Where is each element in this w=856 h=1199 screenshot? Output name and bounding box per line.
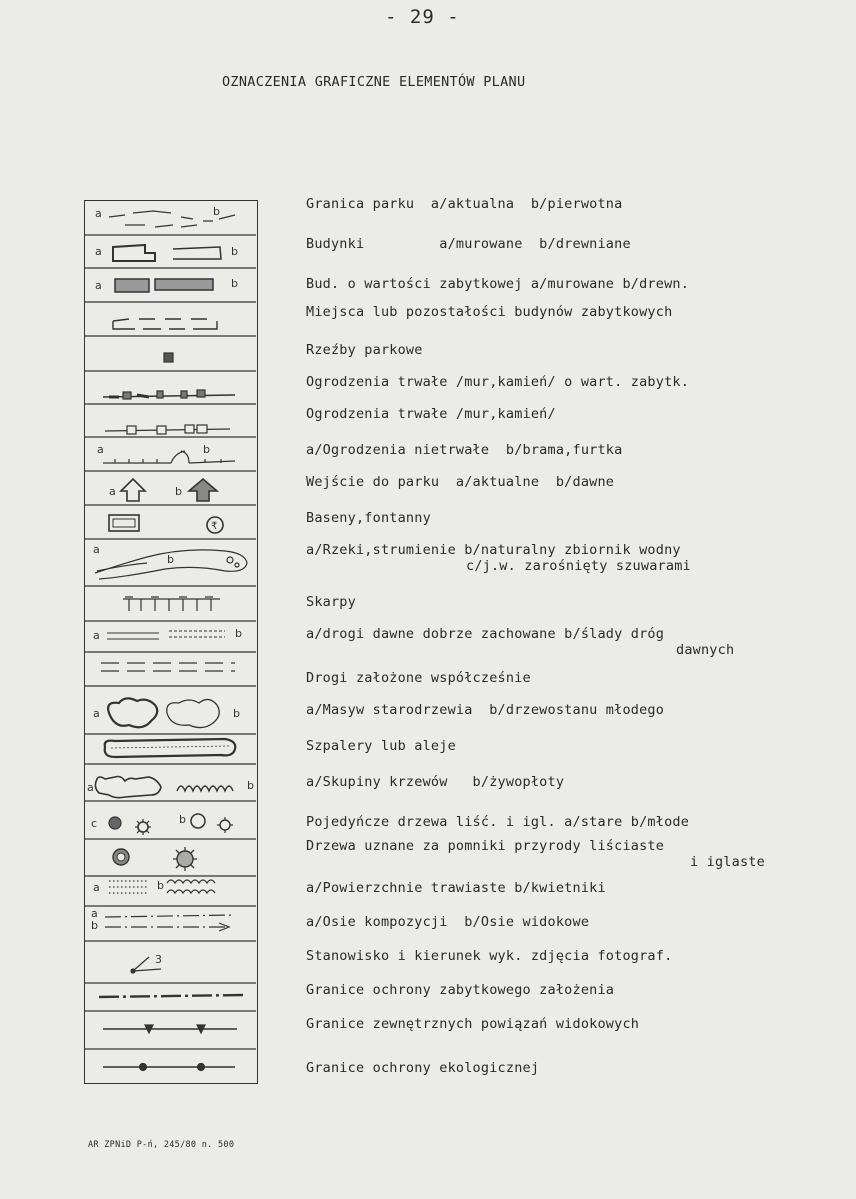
legend-item-text: Ogrodzenia trwałe /mur,kamień/ (306, 406, 556, 422)
svg-text:c: c (91, 817, 98, 830)
shrub-groups-hedges-symbol (87, 777, 254, 798)
external-view-boundary-symbol (103, 1025, 237, 1033)
legend-item-text-continued: dawnych (676, 642, 735, 658)
legend-item-text-continued: c/j.w. zarośnięty szuwarami (466, 558, 691, 574)
historic-roads-symbol (93, 627, 242, 642)
svg-text:b: b (213, 205, 220, 218)
permanent-fence-symbol (105, 425, 230, 434)
svg-text:b: b (157, 879, 164, 892)
natural-monument-trees-symbol (113, 847, 197, 871)
tree-rows-avenues-symbol (105, 739, 236, 757)
svg-text:a: a (95, 207, 102, 220)
svg-text:b: b (179, 813, 186, 826)
svg-text:a: a (93, 707, 100, 720)
svg-text:a: a (93, 881, 100, 894)
legend-item-text: Wejście do parku a/aktualne b/dawne (306, 474, 615, 490)
svg-text:3: 3 (155, 953, 162, 966)
svg-text:a: a (93, 543, 100, 556)
svg-text:a: a (95, 245, 102, 258)
legend-item-text: Drzewa uznane za pomniki przyrody liściaste (306, 838, 665, 854)
legend-item-text: Granice ochrony ekologicznej (306, 1060, 540, 1076)
archive-reference: AR ZPNiD P-ń, 245/80 n. 500 (88, 1140, 235, 1150)
svg-text:b: b (175, 485, 182, 498)
svg-text:a: a (95, 279, 102, 292)
svg-text:₹: ₹ (211, 521, 218, 532)
park-sculpture-symbol (164, 353, 173, 362)
page-title: OZNACZENIA GRAFICZNE ELEMENTÓW PLANU (222, 74, 526, 90)
svg-text:b: b (231, 277, 238, 290)
temporary-fence-symbol (97, 443, 235, 463)
svg-text:a: a (97, 443, 104, 456)
legend-item-text: a/Ogrodzenia nietrwałe b/brama,furtka (306, 442, 623, 458)
legend-item-text: a/drogi dawne dobrze zachowane b/ślady dróg (306, 626, 665, 642)
svg-text:b: b (167, 553, 174, 566)
legend-symbols-column (84, 200, 258, 1084)
svg-text:a: a (87, 781, 94, 794)
legend-item-text: Pojedyńcze drzewa liść. i igl. a/stare b/młode (306, 814, 690, 830)
legend-item-text: Rzeźby parkowe (306, 342, 423, 358)
park-entrance-symbol (109, 479, 217, 501)
legend-item-text: Granica parku a/aktualna b/pierwotna (306, 196, 623, 212)
svg-text:b: b (247, 779, 254, 792)
svg-text:b: b (233, 707, 240, 720)
historic-buildings-symbol (95, 277, 238, 292)
legend-item-text: Skarpy (306, 594, 356, 610)
legend-item-text: Granice zewnętrznych powiązań widokowych (306, 1016, 640, 1032)
legend-item-text: Bud. o wartości zabytkowej a/murowane b/drewn. (306, 276, 690, 292)
legend-item-text: a/Skupiny krzewów b/żywopłoty (306, 774, 565, 790)
svg-text:a: a (109, 485, 116, 498)
svg-text:b: b (231, 245, 238, 258)
page-number: - 29 - (385, 6, 460, 28)
building-remains-symbol (113, 319, 217, 329)
svg-text:b: b (203, 443, 210, 456)
legend-item-text: Baseny,fontanny (306, 510, 431, 526)
composition-view-axes-symbol (91, 907, 235, 932)
single-trees-symbol (91, 813, 233, 835)
ecological-protection-boundary-symbol (103, 1064, 235, 1071)
buildings-symbol (95, 245, 238, 261)
pools-fountains-symbol (109, 515, 223, 533)
escarpment-symbol (123, 597, 220, 611)
legend-item-text: Szpalery lub aleje (306, 738, 456, 754)
svg-text:b: b (235, 627, 242, 640)
legend-item-text: Granice ochrony zabytkowego założenia (306, 982, 615, 998)
legend-item-text: a/Masyw starodrzewia b/drzewostanu młodego (306, 702, 665, 718)
photo-position-symbol (131, 953, 162, 973)
legend-item-text: Stanowisko i kierunek wyk. zdjęcia fotograf. (306, 948, 673, 964)
modern-roads-symbol (101, 663, 235, 671)
lawns-flowerbeds-symbol (93, 879, 215, 894)
heritage-protection-boundary-symbol (99, 995, 243, 997)
old-trees-mass-symbol (93, 698, 240, 727)
svg-text:a: a (93, 629, 100, 642)
legend-item-text: Drogi założone współcześnie (306, 670, 531, 686)
legend-item-text-continued: i iglaste (690, 854, 765, 870)
legend-item-text: a/Rzeki,strumienie b/naturalny zbiornik wodny (306, 542, 681, 558)
svg-text:b: b (91, 919, 98, 932)
historic-fence-symbol (103, 390, 235, 399)
legend-item-text: a/Osie kompozycji b/Osie widokowe (306, 914, 590, 930)
svg-text:a: a (91, 907, 98, 920)
legend-item-text: Miejsca lub pozostałości budynów zabytkowych (306, 304, 673, 320)
park-boundary-symbol (95, 205, 235, 227)
rivers-ponds-symbol (93, 543, 247, 579)
legend-item-text: Budynki a/murowane b/drewniane (306, 236, 631, 252)
legend-item-text: a/Powierzchnie trawiaste b/kwietniki (306, 880, 606, 896)
legend-item-text: Ogrodzenia trwałe /mur,kamień/ o wart. zabytk. (306, 374, 690, 390)
